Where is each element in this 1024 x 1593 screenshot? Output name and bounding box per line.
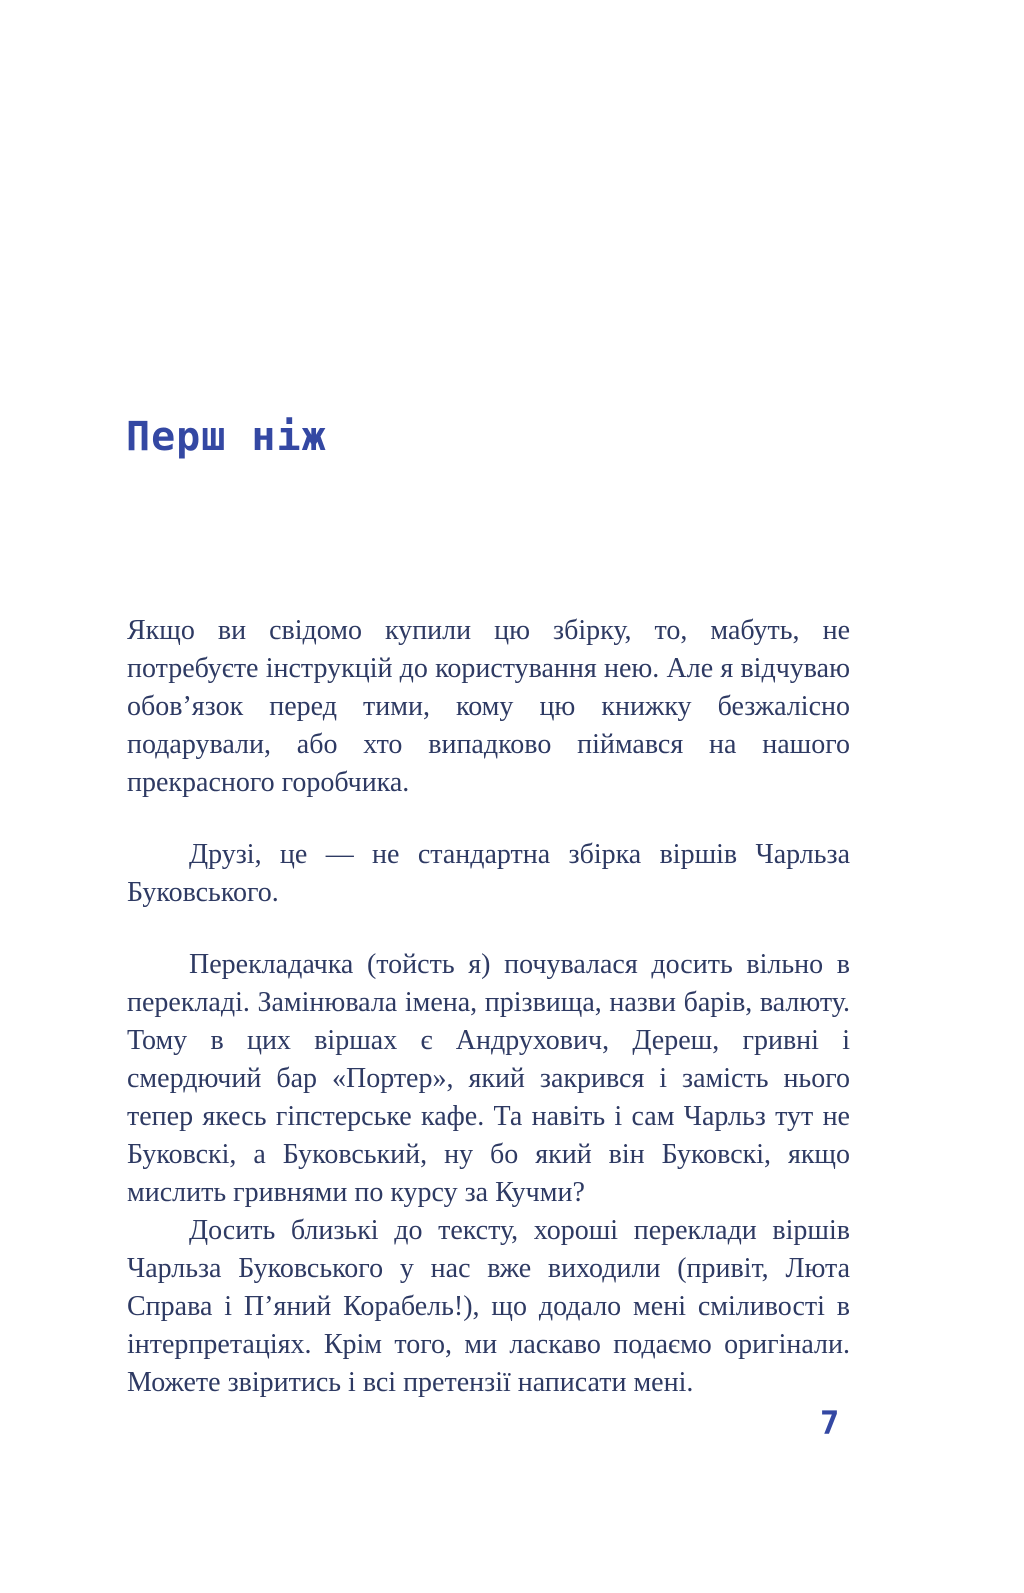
paragraph: Друзі, це — не стандартна збірка віршів Чарльза Буковського.	[127, 839, 850, 908]
page-number: 7	[820, 1404, 840, 1442]
body-text	[127, 612, 850, 1402]
chapter-title: Перш ніж	[126, 414, 327, 460]
paragraph: Досить близькі до тексту, хороші переклади віршів Чарльза Буковського у нас вже виходили (привіт, Люта Справа і П’яний Корабель!), що додало мені сміливості в інтерпретаціях. Крім того, ми ласкаво подаємо оригінали. Можете звіритись і всі претензії написати мені.	[127, 1215, 850, 1398]
paragraph: Якщо ви свідомо купили цю збірку, то, мабуть, не потребуєте інструкцій до користування нею. Але я відчуваю обов’язок перед тими, кому цю книжку безжалісно подарували, або хто випадково піймався на нашого прекрасного горобчика.	[127, 615, 850, 798]
paragraph: Перекладачка (тойсть я) почувалася досить вільно в перекладі. Замінювала імена, прізвища, назви барів, валюту. Тому в цих віршах є Андрухович, Дереш, гривні і смердючий бар «Портер», який закрився і замість нього тепер якесь гіпстерське кафе. Та навіть і сам Чарльз тут не Буковскі, а Буковський, ну бо який він Буковскі, якщо мислить гривнями по курсу за Кучми?	[127, 949, 850, 1208]
